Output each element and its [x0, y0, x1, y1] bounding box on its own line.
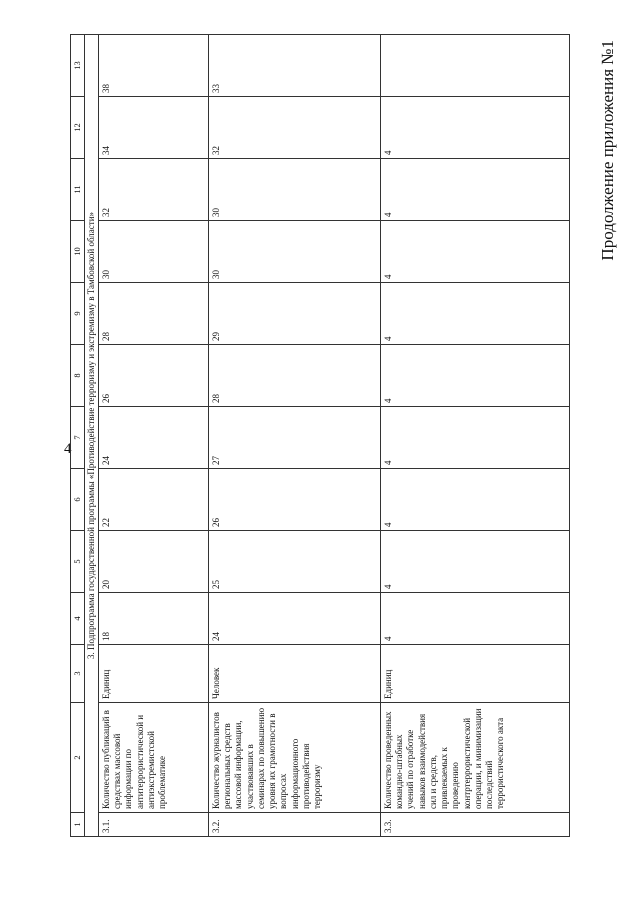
table-row — [208, 35, 380, 837]
value-cell: 4 — [380, 531, 569, 593]
value-cell: 4 — [380, 345, 569, 407]
value-cell: 28 — [98, 283, 208, 345]
value-cell: 27 — [208, 407, 380, 469]
subprogram-row — [84, 35, 98, 837]
indicator-name: Количество публикаций в средствах массовой информации по антитеррористической и антиэкстремистской проблематике — [98, 703, 208, 813]
subprogram-title: 3. Подпрограмма государственной программы «Противодействие терроризму и экстремизму в Тамбовской области» — [84, 35, 98, 837]
value-cell: 32 — [98, 159, 208, 221]
value-cell: 4 — [380, 283, 569, 345]
value-cell: 26 — [98, 345, 208, 407]
value-cell: 4 — [380, 469, 569, 531]
column-number: 5 — [71, 531, 85, 593]
indicator-table — [70, 34, 570, 837]
value-cell: 26 — [208, 469, 380, 531]
value-cell: 34 — [98, 97, 208, 159]
value-cell: 18 — [98, 593, 208, 645]
value-cell: 25 — [208, 531, 380, 593]
value-cell: 20 — [98, 531, 208, 593]
value-cell: 30 — [208, 221, 380, 283]
value-cell: 4 — [380, 593, 569, 645]
value-cell: 28 — [208, 345, 380, 407]
column-number: 7 — [71, 407, 85, 469]
table-row — [98, 35, 208, 837]
value-cell: 4 — [380, 407, 569, 469]
column-number: 11 — [71, 159, 85, 221]
column-number: 9 — [71, 283, 85, 345]
appendix-header — [590, 0, 640, 905]
column-number: 2 — [71, 703, 85, 813]
column-number: 4 — [71, 593, 85, 645]
indicator-name: Количество проведенных командно-штабных учений по отработке навыков взаимодействия сил и средств, привлекаемых к проведению контртеррористической операции, и минимизации последствий террористического акта — [380, 703, 569, 813]
column-number: 8 — [71, 345, 85, 407]
value-cell: 29 — [208, 283, 380, 345]
value-cell: 24 — [208, 593, 380, 645]
value-cell: 30 — [208, 159, 380, 221]
indicator-name: Количество журналистов региональных средств массовой информации, участвовавших в семинарах по повышению уровня их грамотности в вопросах информационного противодействия терроризму — [208, 703, 380, 813]
table-row — [380, 35, 569, 837]
column-number: 10 — [71, 221, 85, 283]
column-number-row — [71, 35, 85, 837]
row-number: 3.3. — [380, 813, 569, 837]
unit-cell: Единиц — [380, 645, 569, 703]
value-cell: 24 — [98, 407, 208, 469]
value-cell: 4 — [380, 221, 569, 283]
value-cell: 38 — [98, 35, 208, 97]
value-cell: 33 — [208, 35, 380, 97]
row-number: 3.1. — [98, 813, 208, 837]
unit-cell: Человек — [208, 645, 380, 703]
row-number: 3.2. — [208, 813, 380, 837]
value-cell: 4 — [380, 159, 569, 221]
column-number: 3 — [71, 645, 85, 703]
column-number: 6 — [71, 469, 85, 531]
unit-cell: Единиц — [98, 645, 208, 703]
value-cell: 32 — [208, 97, 380, 159]
column-number: 13 — [71, 35, 85, 97]
column-number: 1 — [71, 813, 85, 837]
indicator-table-container — [70, 35, 570, 837]
value-cell: 4 — [380, 97, 569, 159]
value-cell: 30 — [98, 221, 208, 283]
column-number: 12 — [71, 97, 85, 159]
page-number: 4 — [64, 441, 72, 457]
value-cell: 22 — [98, 469, 208, 531]
value-cell — [380, 35, 569, 97]
appendix-title: Продолжение приложения №1 — [598, 40, 617, 261]
